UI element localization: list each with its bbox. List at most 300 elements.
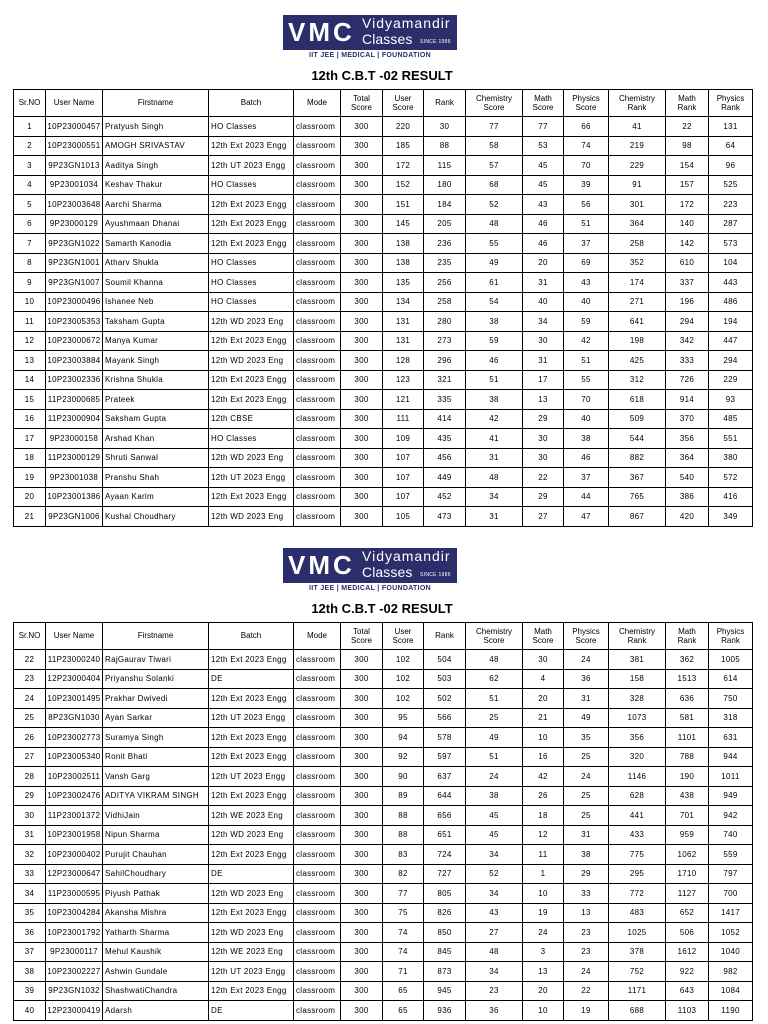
- cell-user-score: 111: [383, 409, 424, 429]
- cell-total-score: 300: [341, 409, 383, 429]
- cell-math-score: 30: [523, 331, 564, 351]
- cell-batch: DE: [209, 1001, 294, 1021]
- cell-rank: 205: [424, 214, 466, 234]
- cell-physics-score: 43: [564, 273, 609, 293]
- cell-math-rank: 922: [666, 962, 709, 982]
- table-body: [14, 117, 753, 527]
- table-row: [14, 767, 753, 787]
- cell-rank: 724: [424, 845, 466, 865]
- cell-user-score: 220: [383, 117, 424, 137]
- cell-physics-score: 66: [564, 117, 609, 137]
- cell-math-score: 45: [523, 156, 564, 176]
- cell-firstname: Ronit Bhati: [103, 747, 209, 767]
- cell-physics-score: 35: [564, 728, 609, 748]
- cell-sr-no: 32: [14, 845, 46, 865]
- cell-chemistry-score: 54: [466, 292, 523, 312]
- cell-chemistry-score: 55: [466, 234, 523, 254]
- column-header-chemistry-score: [466, 90, 523, 117]
- column-header-firstname: [103, 623, 209, 650]
- cell-physics-rank: 525: [709, 175, 753, 195]
- cell-sr-no: 17: [14, 429, 46, 449]
- cell-mode: classroom: [294, 253, 341, 273]
- cell-chemistry-score: 23: [466, 981, 523, 1001]
- cell-user-score: 74: [383, 942, 424, 962]
- cell-math-score: 45: [523, 175, 564, 195]
- column-header-chemistry-rank: [609, 623, 666, 650]
- cell-mode: classroom: [294, 845, 341, 865]
- cell-user-score: 145: [383, 214, 424, 234]
- column-header-physics-score: [564, 90, 609, 117]
- cell-physics-score: 13: [564, 903, 609, 923]
- cell-firstname: Taksham Gupta: [103, 312, 209, 332]
- cell-physics-score: 31: [564, 825, 609, 845]
- cell-physics-rank: 194: [709, 312, 753, 332]
- cell-user-name: 10P23000402: [46, 845, 103, 865]
- cell-chemistry-score: 31: [466, 507, 523, 527]
- cell-math-score: 31: [523, 273, 564, 293]
- cell-sr-no: 33: [14, 864, 46, 884]
- cell-rank: 945: [424, 981, 466, 1001]
- cell-sr-no: 36: [14, 923, 46, 943]
- cell-chemistry-score: 49: [466, 728, 523, 748]
- cell-chemistry-score: 38: [466, 312, 523, 332]
- cell-math-rank: 142: [666, 234, 709, 254]
- cell-physics-score: 37: [564, 234, 609, 254]
- cell-physics-score: 59: [564, 312, 609, 332]
- cell-user-name: 9P23000129: [46, 214, 103, 234]
- cell-rank: 456: [424, 448, 466, 468]
- cell-rank: 236: [424, 234, 466, 254]
- cell-firstname: Prateek: [103, 390, 209, 410]
- cell-user-score: 123: [383, 370, 424, 390]
- cell-math-rank: 1513: [666, 669, 709, 689]
- cell-math-rank: 701: [666, 806, 709, 826]
- cell-user-name: 9P23GN1007: [46, 273, 103, 293]
- cell-total-score: 300: [341, 728, 383, 748]
- cell-physics-score: 19: [564, 1001, 609, 1021]
- cell-batch: 12th WE 2023 Eng: [209, 942, 294, 962]
- cell-sr-no: 39: [14, 981, 46, 1001]
- cell-chemistry-score: 45: [466, 825, 523, 845]
- cell-firstname: Nipun Sharma: [103, 825, 209, 845]
- cell-chemistry-rank: 425: [609, 351, 666, 371]
- column-header-chemistry-score: [466, 623, 523, 650]
- cell-user-name: 9P23GN1032: [46, 981, 103, 1001]
- cell-user-score: 88: [383, 825, 424, 845]
- cell-mode: classroom: [294, 1001, 341, 1021]
- cell-rank: 566: [424, 708, 466, 728]
- cell-math-rank: 959: [666, 825, 709, 845]
- cell-chemistry-rank: 219: [609, 136, 666, 156]
- cell-mode: classroom: [294, 806, 341, 826]
- logo-since: SINCE 1986: [420, 572, 451, 578]
- cell-sr-no: 21: [14, 507, 46, 527]
- cell-rank: 936: [424, 1001, 466, 1021]
- cell-mode: classroom: [294, 747, 341, 767]
- cell-total-score: 300: [341, 825, 383, 845]
- table-row: [14, 487, 753, 507]
- cell-total-score: 300: [341, 136, 383, 156]
- cell-math-rank: 438: [666, 786, 709, 806]
- cell-physics-rank: 1011: [709, 767, 753, 787]
- cell-physics-score: 51: [564, 214, 609, 234]
- column-header-label: Chemistry Rank: [618, 93, 655, 112]
- cell-physics-rank: 559: [709, 845, 753, 865]
- cell-user-score: 138: [383, 253, 424, 273]
- cell-math-score: 19: [523, 903, 564, 923]
- cell-user-name: 9P23GN1022: [46, 234, 103, 254]
- cell-batch: 12th UT 2023 Engg: [209, 468, 294, 488]
- cell-math-rank: 1127: [666, 884, 709, 904]
- cell-mode: classroom: [294, 487, 341, 507]
- cell-sr-no: 10: [14, 292, 46, 312]
- cell-firstname: Aaditya Singh: [103, 156, 209, 176]
- cell-firstname: Ayaan Karim: [103, 487, 209, 507]
- cell-user-score: 152: [383, 175, 424, 195]
- cell-user-name: 10P23002476: [46, 786, 103, 806]
- cell-physics-score: 23: [564, 923, 609, 943]
- cell-sr-no: 24: [14, 689, 46, 709]
- cell-mode: classroom: [294, 728, 341, 748]
- table-row: [14, 195, 753, 215]
- cell-rank: 656: [424, 806, 466, 826]
- cell-user-name: 12P23000647: [46, 864, 103, 884]
- cell-chemistry-rank: 41: [609, 117, 666, 137]
- cell-sr-no: 38: [14, 962, 46, 982]
- cell-math-score: 17: [523, 370, 564, 390]
- table-row: [14, 786, 753, 806]
- cell-math-score: 42: [523, 767, 564, 787]
- cell-total-score: 300: [341, 351, 383, 371]
- cell-firstname: RajGaurav Tiwari: [103, 650, 209, 670]
- cell-physics-score: 25: [564, 747, 609, 767]
- logo-since: SINCE 1986: [420, 39, 451, 45]
- cell-mode: classroom: [294, 786, 341, 806]
- cell-user-name: 10P23003884: [46, 351, 103, 371]
- cell-physics-rank: 443: [709, 273, 753, 293]
- column-header-physics-score: [564, 623, 609, 650]
- table-row: [14, 234, 753, 254]
- cell-chemistry-score: 36: [466, 1001, 523, 1021]
- cell-mode: classroom: [294, 864, 341, 884]
- column-header-label: Batch: [240, 631, 262, 641]
- cell-batch: HO Classes: [209, 429, 294, 449]
- cell-firstname: Arshad Khan: [103, 429, 209, 449]
- cell-firstname: Pranshu Shah: [103, 468, 209, 488]
- table-row: [14, 708, 753, 728]
- logo-wordmark: VMC: [288, 550, 355, 580]
- cell-total-score: 300: [341, 650, 383, 670]
- cell-chemistry-score: 38: [466, 390, 523, 410]
- cell-chemistry-rank: 367: [609, 468, 666, 488]
- cell-sr-no: 6: [14, 214, 46, 234]
- cell-chemistry-score: 34: [466, 884, 523, 904]
- result-table: [13, 89, 753, 527]
- cell-rank: 651: [424, 825, 466, 845]
- cell-mode: classroom: [294, 669, 341, 689]
- cell-user-name: 9P23GN1006: [46, 507, 103, 527]
- column-header-batch: [209, 90, 294, 117]
- cell-math-rank: 172: [666, 195, 709, 215]
- cell-rank: 335: [424, 390, 466, 410]
- cell-batch: 12th Ext 2023 Engg: [209, 689, 294, 709]
- cell-user-score: 109: [383, 429, 424, 449]
- cell-chemistry-rank: 312: [609, 370, 666, 390]
- logo-tagline: IIT JEE | MEDICAL | FOUNDATION: [309, 52, 431, 59]
- cell-firstname: Suramya Singh: [103, 728, 209, 748]
- cell-math-score: 13: [523, 390, 564, 410]
- cell-user-name: 11P23001372: [46, 806, 103, 826]
- cell-mode: classroom: [294, 650, 341, 670]
- cell-math-score: 31: [523, 351, 564, 371]
- cell-math-rank: 1103: [666, 1001, 709, 1021]
- cell-sr-no: 15: [14, 390, 46, 410]
- cell-rank: 850: [424, 923, 466, 943]
- cell-user-name: 10P23000672: [46, 331, 103, 351]
- cell-user-name: 10P23004284: [46, 903, 103, 923]
- column-header-label: Chemistry Rank: [618, 626, 655, 645]
- cell-total-score: 300: [341, 195, 383, 215]
- cell-user-score: 138: [383, 234, 424, 254]
- cell-rank: 88: [424, 136, 466, 156]
- cell-firstname: Ashwin Gundale: [103, 962, 209, 982]
- cell-user-score: 121: [383, 390, 424, 410]
- cell-math-score: 13: [523, 962, 564, 982]
- cell-mode: classroom: [294, 689, 341, 709]
- cell-physics-rank: 797: [709, 864, 753, 884]
- cell-batch: 12th WD 2023 Eng: [209, 351, 294, 371]
- cell-sr-no: 29: [14, 786, 46, 806]
- cell-chemistry-score: 42: [466, 409, 523, 429]
- cell-chemistry-rank: 198: [609, 331, 666, 351]
- cell-physics-rank: 750: [709, 689, 753, 709]
- cell-physics-rank: 229: [709, 370, 753, 390]
- cell-rank: 30: [424, 117, 466, 137]
- cell-user-name: 9P23000117: [46, 942, 103, 962]
- cell-rank: 184: [424, 195, 466, 215]
- table-row: [14, 468, 753, 488]
- cell-chemistry-score: 52: [466, 864, 523, 884]
- cell-chemistry-rank: 765: [609, 487, 666, 507]
- column-header-label: Physics Score: [572, 626, 600, 645]
- column-header-math-score: [523, 90, 564, 117]
- cell-firstname: Adarsh: [103, 1001, 209, 1021]
- result-title: 12th C.B.T -02 RESULT: [311, 601, 453, 616]
- cell-physics-score: 23: [564, 942, 609, 962]
- cell-math-score: 3: [523, 942, 564, 962]
- cell-total-score: 300: [341, 864, 383, 884]
- cell-physics-score: 69: [564, 253, 609, 273]
- cell-batch: 12th Ext 2023 Engg: [209, 487, 294, 507]
- cell-mode: classroom: [294, 903, 341, 923]
- cell-user-score: 185: [383, 136, 424, 156]
- cell-math-rank: 333: [666, 351, 709, 371]
- column-header-rank: [424, 90, 466, 117]
- cell-mode: classroom: [294, 409, 341, 429]
- cell-physics-rank: 1417: [709, 903, 753, 923]
- cell-sr-no: 12: [14, 331, 46, 351]
- cell-user-name: 10P23003648: [46, 195, 103, 215]
- cell-batch: 12th Ext 2023 Engg: [209, 370, 294, 390]
- column-header-math-score: [523, 623, 564, 650]
- cell-user-name: 11P23000685: [46, 390, 103, 410]
- column-header-label: Rank: [435, 631, 454, 641]
- cell-physics-rank: 551: [709, 429, 753, 449]
- column-header-label: Total Score: [351, 626, 372, 645]
- cell-sr-no: 13: [14, 351, 46, 371]
- table-row: [14, 806, 753, 826]
- cell-chemistry-score: 62: [466, 669, 523, 689]
- cell-chemistry-score: 43: [466, 903, 523, 923]
- column-header-math-rank: [666, 623, 709, 650]
- cell-total-score: 300: [341, 845, 383, 865]
- cell-total-score: 300: [341, 903, 383, 923]
- cell-math-rank: 370: [666, 409, 709, 429]
- column-header-sr-no: [14, 623, 46, 650]
- cell-mode: classroom: [294, 370, 341, 390]
- cell-firstname: Yatharth Sharma: [103, 923, 209, 943]
- cell-sr-no: 5: [14, 195, 46, 215]
- table-row: [14, 409, 753, 429]
- table-row: [14, 650, 753, 670]
- cell-math-rank: 196: [666, 292, 709, 312]
- cell-mode: classroom: [294, 234, 341, 254]
- logo-wordmark: VMC: [288, 17, 355, 47]
- column-header-label: User Score: [392, 93, 414, 112]
- cell-user-score: 131: [383, 331, 424, 351]
- cell-physics-rank: 942: [709, 806, 753, 826]
- cell-sr-no: 11: [14, 312, 46, 332]
- cell-math-rank: 22: [666, 117, 709, 137]
- cell-physics-score: 56: [564, 195, 609, 215]
- cell-mode: classroom: [294, 708, 341, 728]
- cell-math-rank: 610: [666, 253, 709, 273]
- cell-sr-no: 37: [14, 942, 46, 962]
- cell-physics-rank: 294: [709, 351, 753, 371]
- column-header-label: User Score: [392, 626, 414, 645]
- column-header-label: Total Score: [351, 93, 372, 112]
- cell-total-score: 300: [341, 507, 383, 527]
- cell-user-score: 89: [383, 786, 424, 806]
- cell-batch: HO Classes: [209, 117, 294, 137]
- logo-banner: [283, 15, 457, 50]
- cell-chemistry-rank: 301: [609, 195, 666, 215]
- cell-math-score: 20: [523, 253, 564, 273]
- cell-mode: classroom: [294, 942, 341, 962]
- cell-physics-rank: 485: [709, 409, 753, 429]
- cell-math-score: 30: [523, 429, 564, 449]
- cell-chemistry-rank: 688: [609, 1001, 666, 1021]
- cell-total-score: 300: [341, 253, 383, 273]
- cell-chemistry-score: 59: [466, 331, 523, 351]
- cell-math-score: 27: [523, 507, 564, 527]
- cell-user-score: 172: [383, 156, 424, 176]
- column-header-mode: [294, 623, 341, 650]
- cell-batch: 12th WD 2023 Eng: [209, 448, 294, 468]
- column-header-label: Firstname: [137, 631, 174, 641]
- table-row: [14, 253, 753, 273]
- logo-name-line1: Vidyamandir: [362, 548, 451, 564]
- column-header-label: User Name: [53, 98, 95, 108]
- cell-physics-score: 25: [564, 806, 609, 826]
- cell-math-rank: 154: [666, 156, 709, 176]
- cell-rank: 502: [424, 689, 466, 709]
- cell-total-score: 300: [341, 273, 383, 293]
- table-row: [14, 825, 753, 845]
- cell-firstname: Ayushmaan Dhanai: [103, 214, 209, 234]
- cell-mode: classroom: [294, 351, 341, 371]
- cell-firstname: Purujit Chauhan: [103, 845, 209, 865]
- cell-physics-score: 22: [564, 981, 609, 1001]
- cell-mode: classroom: [294, 156, 341, 176]
- cell-chemistry-rank: 1146: [609, 767, 666, 787]
- cell-total-score: 300: [341, 214, 383, 234]
- cell-math-rank: 364: [666, 448, 709, 468]
- cell-math-score: 24: [523, 923, 564, 943]
- cell-chemistry-score: 68: [466, 175, 523, 195]
- cell-batch: DE: [209, 864, 294, 884]
- cell-batch: 12th Ext 2023 Engg: [209, 331, 294, 351]
- cell-sr-no: 27: [14, 747, 46, 767]
- cell-batch: 12th WD 2023 Eng: [209, 825, 294, 845]
- cell-user-score: 90: [383, 767, 424, 787]
- table-row: [14, 728, 753, 748]
- cell-chemistry-score: 49: [466, 253, 523, 273]
- cell-rank: 296: [424, 351, 466, 371]
- cell-physics-rank: 93: [709, 390, 753, 410]
- cell-chemistry-score: 61: [466, 273, 523, 293]
- column-header-user-name: [46, 90, 103, 117]
- cell-batch: HO Classes: [209, 292, 294, 312]
- cell-math-rank: 1710: [666, 864, 709, 884]
- cell-chemistry-score: 45: [466, 806, 523, 826]
- cell-batch: 12th UT 2023 Engg: [209, 156, 294, 176]
- cell-user-name: 9P23001038: [46, 468, 103, 488]
- cell-user-score: 82: [383, 864, 424, 884]
- cell-chemistry-score: 52: [466, 195, 523, 215]
- cell-user-score: 92: [383, 747, 424, 767]
- cell-firstname: Saksham Gupta: [103, 409, 209, 429]
- cell-user-name: 10P23001792: [46, 923, 103, 943]
- cell-rank: 503: [424, 669, 466, 689]
- cell-sr-no: 9: [14, 273, 46, 293]
- cell-sr-no: 26: [14, 728, 46, 748]
- cell-math-rank: 157: [666, 175, 709, 195]
- table-row: [14, 747, 753, 767]
- cell-math-rank: 652: [666, 903, 709, 923]
- cell-user-name: 10P23001958: [46, 825, 103, 845]
- cell-chemistry-score: 51: [466, 689, 523, 709]
- cell-chemistry-rank: 641: [609, 312, 666, 332]
- cell-sr-no: 1: [14, 117, 46, 137]
- logo-tagline: IIT JEE | MEDICAL | FOUNDATION: [309, 585, 431, 592]
- cell-physics-score: 47: [564, 507, 609, 527]
- cell-batch: 12th CBSE: [209, 409, 294, 429]
- cell-math-score: 16: [523, 747, 564, 767]
- result-title: 12th C.B.T -02 RESULT: [311, 68, 453, 83]
- cell-sr-no: 25: [14, 708, 46, 728]
- cell-physics-rank: 318: [709, 708, 753, 728]
- cell-mode: classroom: [294, 117, 341, 137]
- cell-batch: 12th Ext 2023 Engg: [209, 747, 294, 767]
- cell-math-rank: 342: [666, 331, 709, 351]
- table-row: [14, 273, 753, 293]
- table-row: [14, 845, 753, 865]
- cell-batch: 12th Ext 2023 Engg: [209, 650, 294, 670]
- cell-sr-no: 28: [14, 767, 46, 787]
- cell-chemistry-rank: 271: [609, 292, 666, 312]
- cell-math-rank: 190: [666, 767, 709, 787]
